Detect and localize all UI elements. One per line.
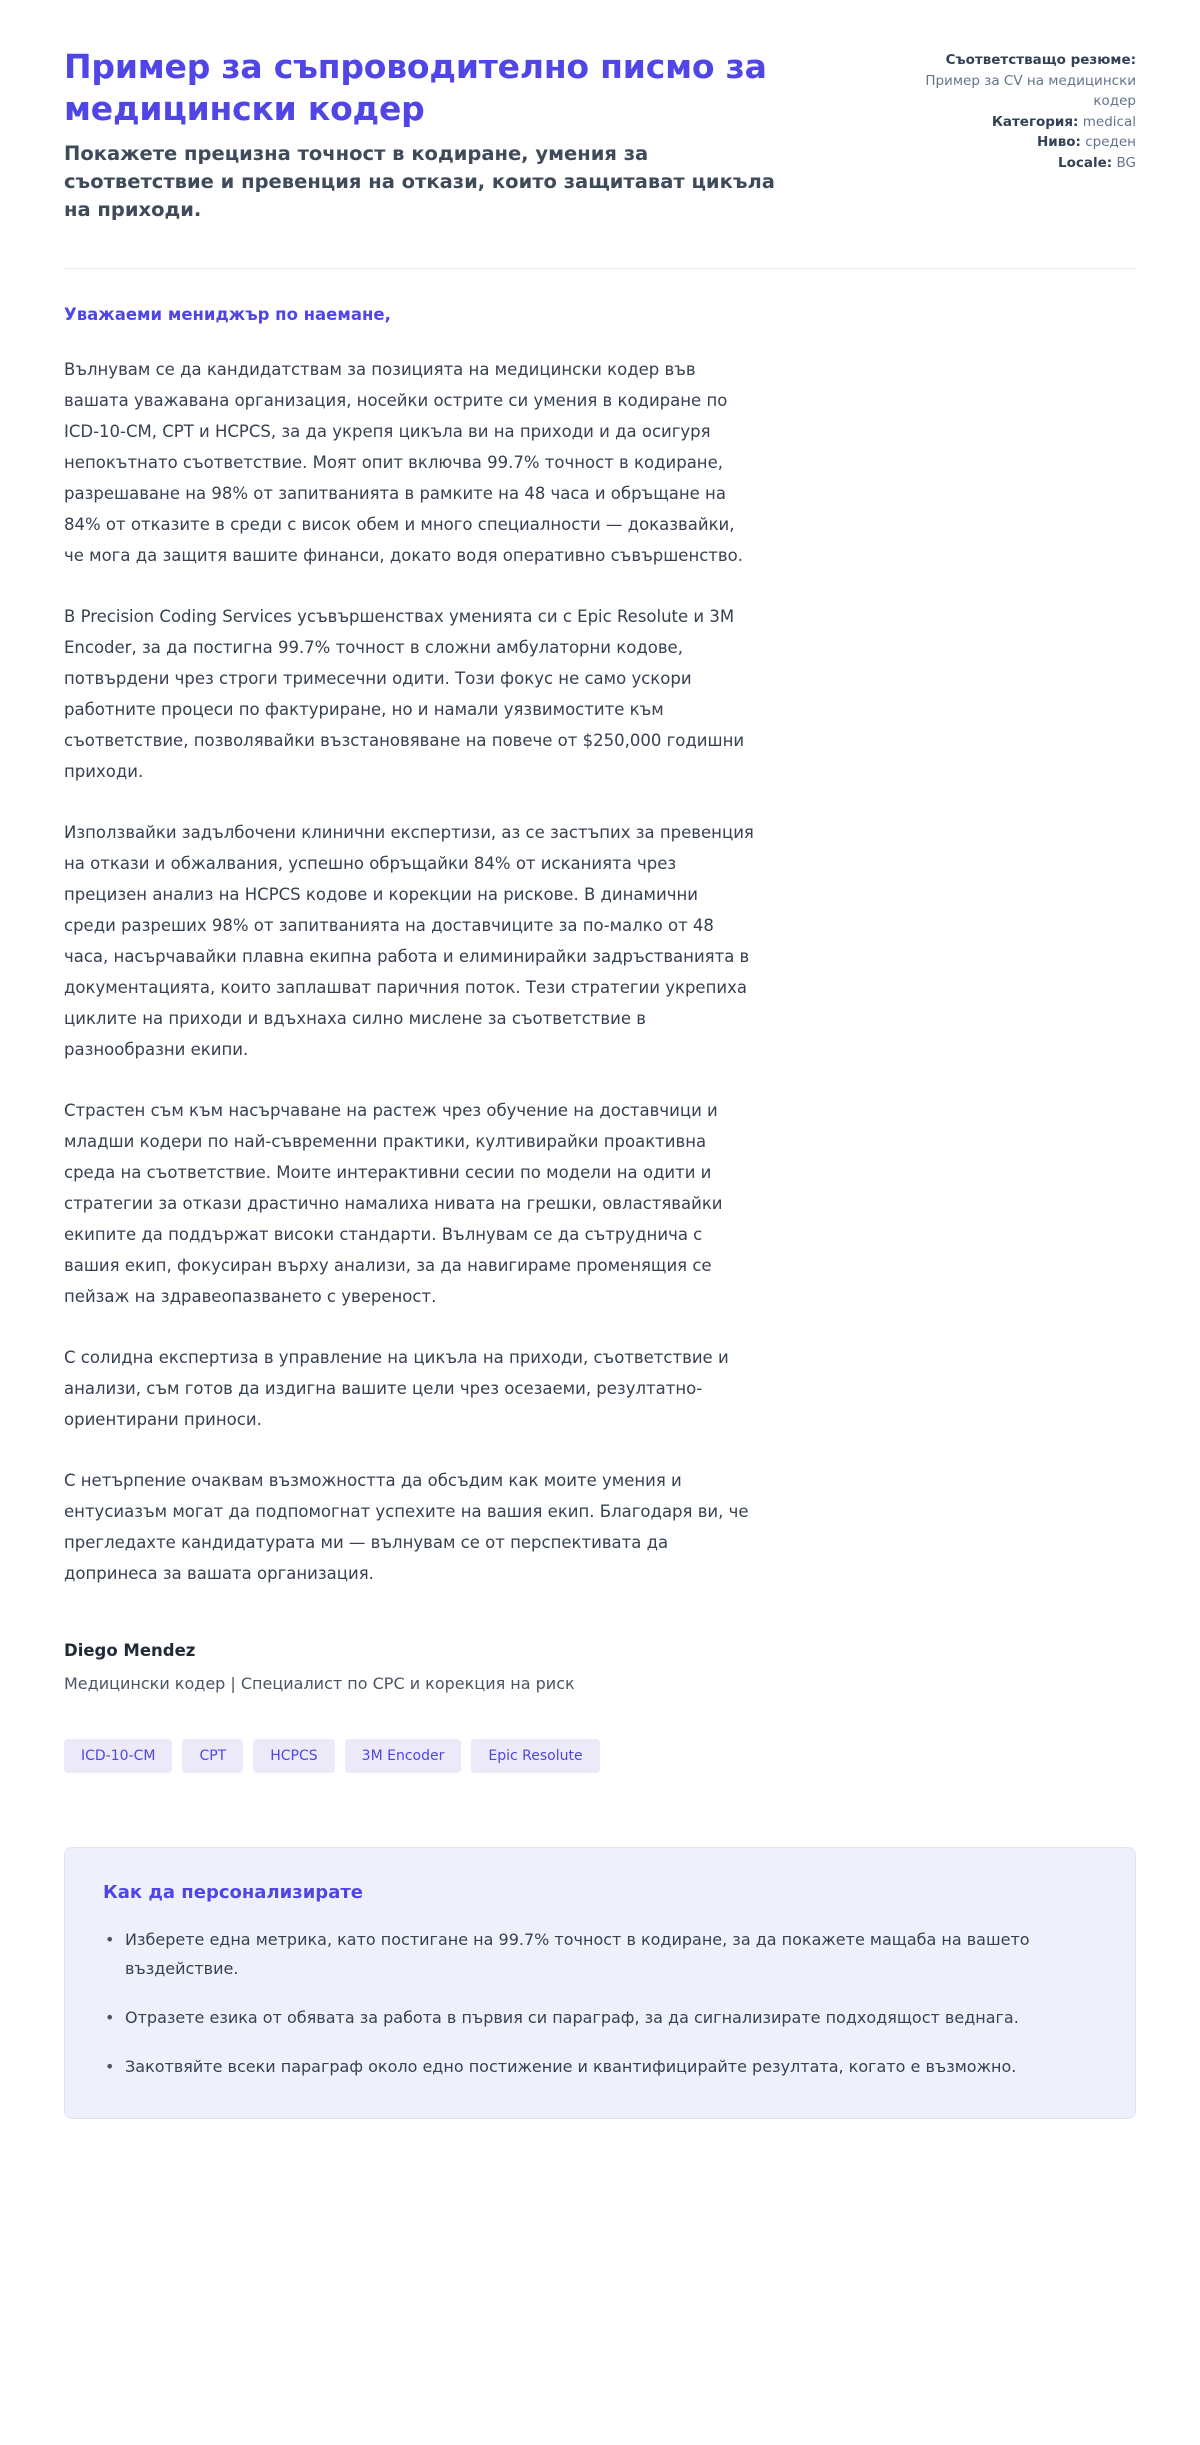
meta-label-matching-resume: Съответстващо резюме: xyxy=(945,52,1136,68)
meta-value-matching-resume: Пример за CV на медицински кодер xyxy=(925,72,1136,110)
letter-paragraph: Използвайки задълбочени клинични експертизи, аз се застъпих за превенция на откази и обжалвания, успешно обръщайки 84% от исканията чрез прецизен анализ на HCPCS кодове и корекции на рискове. В динамични среди разреших 98% от запитванията на доставчиците за по-малко от 48 часа, насърчавайки плавна екипна работа и елиминирайки задръстванията в документацията, които заплашват паричния поток. Тези стратегии укрепиха циклите на приходи и вдъхнаха силно мислене за съответствие в разнообразни екипи. xyxy=(64,822,754,1059)
page-subtitle: Покажете прецизна точност в кодиране, умения за съответствие и превенция на откази, които защитават цикъла на приходи. xyxy=(64,142,775,221)
meta-row-matching-resume xyxy=(888,50,1136,112)
skill-tag[interactable]: 3M Encoder xyxy=(345,1739,462,1773)
tips-list-item: • Отразете езика от обявата за работа в първия си параграф, за да сигнализирате подходящост веднага. xyxy=(125,2003,1097,2032)
meta-label-category: Категория: xyxy=(991,113,1079,130)
cover-letter-body xyxy=(64,269,1136,1694)
meta-label-locale: Locale: xyxy=(1058,154,1113,171)
letter-salutation: Уважаеми мениджър по наемане, xyxy=(64,304,391,324)
page-header xyxy=(64,46,1136,224)
letter-paragraph: Вълнувам се да кандидатствам за позицията на медицински кодер във вашата уважавана организация, носейки острите си умения в кодиране по ICD-10-CM, CPT и HCPCS, за да укрепя цикъла ви на приходи и да осигуря непокътнато съответствие. Моят опит включва 99.7% точност в кодиране, разрешаване на 98% от запитванията в рамките на 48 часа и обръщане на 84% от отказите в среди с висок обем и много специалности — доказвайки, че мога да защитя вашите финанси, докато водя оперативно съвършенство. xyxy=(64,359,743,565)
tips-list xyxy=(103,1925,1097,2081)
meta-row-level xyxy=(888,132,1136,153)
letter-signature xyxy=(64,1641,1136,1693)
meta-value-category: medical xyxy=(1082,113,1136,130)
letter-paragraph: В Precision Coding Services усъвършенствах уменията си с Epic Resolute и 3M Encoder, за да постигна 99.7% точност в сложни амбулаторни кодове, потвърдени чрез строги тримесечни одити. Този фокус не само ускори работните процеси по фактуриране, но и намали уязвимостите към съответствие, позволявайки възстановяване на повече от $250,000 годишни приходи. xyxy=(64,606,745,781)
document-metadata xyxy=(888,46,1136,173)
signature-role: Медицински кодер | Специалист по CPC и корекция на риск xyxy=(64,1674,575,1694)
letter-paragraph: С солидна експертиза в управление на цикъла на приходи, съответствие и анализи, съм готов да издигна вашите цели чрез осезаеми, резултатно-ориентирани приноси. xyxy=(64,1347,729,1429)
tips-list-item: • Закотвяйте всеки параграф около едно постижение и квантифицирайте резултата, когато е възможно. xyxy=(125,2052,1097,2081)
skill-tag[interactable]: CPT xyxy=(182,1739,243,1773)
meta-row-category xyxy=(888,112,1136,133)
meta-value-level: среден xyxy=(1085,134,1136,151)
signature-name: Diego Mendez xyxy=(64,1641,196,1661)
skill-tag-list xyxy=(64,1739,1136,1773)
meta-row-locale xyxy=(888,153,1136,174)
skill-tag[interactable]: Epic Resolute xyxy=(471,1739,599,1773)
meta-value-locale: BG xyxy=(1116,154,1136,171)
header-text-block xyxy=(64,46,804,224)
letter-paragraph: С нетърпение очаквам възможността да обсъдим как моите умения и ентусиазъм могат да подпомогнат успехите на вашия екип. Благодаря ви, че прегледахте кандидатурата ми — вълнувам се от перспективата да допринеса за вашата организация. xyxy=(64,1471,749,1584)
skill-tag[interactable]: HCPCS xyxy=(253,1739,334,1773)
customization-tips-panel xyxy=(64,1847,1136,2118)
page-title: Пример за съпроводително писмо за медицински кодер xyxy=(64,47,767,129)
tips-panel-title: Как да персонализирате xyxy=(103,1882,363,1904)
letter-paragraph: Страстен съм към насърчаване на растеж чрез обучение на доставчици и младши кодери по най-съвременни практики, култивирайки проактивна среда на съответствие. Моите интерактивни сесии по модели на одити и стратегии за откази драстично намалиха нивата на грешки, овластявайки екипите да поддържат високи стандарти. Вълнувам се да сътруднича с вашия екип, фокусиран върху анализи, за да навигираме променящия се пейзаж на здравеопазването с увереност. xyxy=(64,1100,723,1306)
skill-tag[interactable]: ICD-10-CM xyxy=(64,1739,172,1773)
tips-list-item: • Изберете една метрика, като постигане на 99.7% точност в кодиране, за да покажете мащаба на вашето въздействие. xyxy=(125,1925,1097,1983)
meta-label-level: Ниво: xyxy=(1036,134,1081,151)
